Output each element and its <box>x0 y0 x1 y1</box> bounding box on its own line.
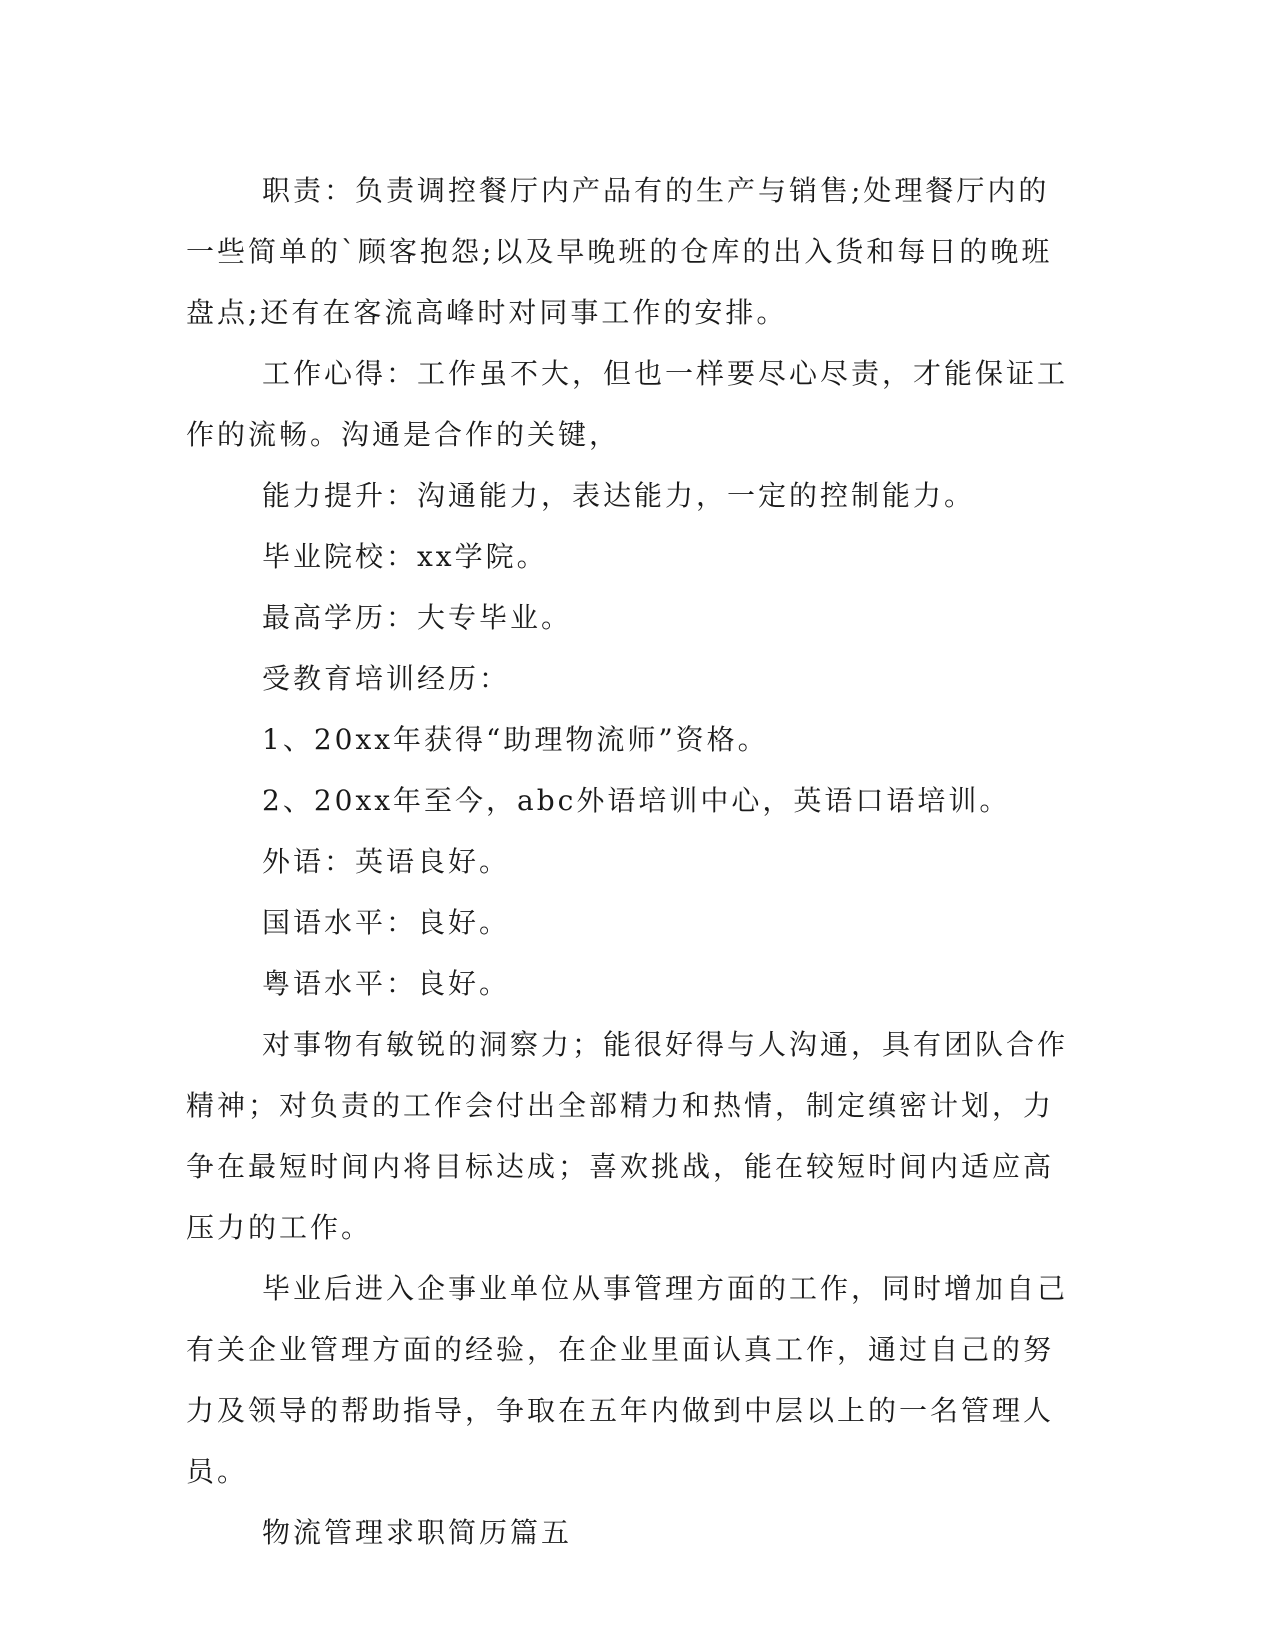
paragraph-education: 最高学历：大专毕业。 <box>262 601 573 634</box>
paragraph-duties: 职责：负责调控餐厅内产品有的生产与销售;处理餐厅内的一些简单的`顾客抱怨;以及早晚班的仓库的出入货和每日的晚班盘点;还有在客流高峰时对同事工作的安排。 <box>186 174 1053 329</box>
document-body <box>186 160 1071 1563</box>
paragraph-training-item-1: 1、20xx年获得“助理物流师”资格。 <box>262 723 769 756</box>
paragraph-mandarin: 国语水平：良好。 <box>262 906 511 939</box>
paragraph-training-item-2: 2、20xx年至今，abc外语培训中心，英语口语培训。 <box>262 784 1011 817</box>
paragraph-self-evaluation: 对事物有敏锐的洞察力；能很好得与人沟通，具有团队合作精神；对负责的工作会付出全部精力和热情，制定缜密计划，力争在最短时间内将目标达成；喜欢挑战，能在较短时间内适应高压力的工作。 <box>186 1028 1069 1244</box>
paragraph-career-goal: 毕业后进入企事业单位从事管理方面的工作，同时增加自己有关企业管理方面的经验，在企业里面认真工作，通过自己的努力及领导的帮助指导，争取在五年内做到中层以上的一名管理人员。 <box>186 1272 1069 1488</box>
paragraph-training-heading: 受教育培训经历： <box>262 662 511 695</box>
paragraph-school: 毕业院校：xx学院。 <box>262 540 548 573</box>
paragraph-cantonese: 粤语水平：良好。 <box>262 967 511 1000</box>
paragraph-work-experience: 工作心得：工作虽不大，但也一样要尽心尽责，才能保证工作的流畅。沟通是合作的关键， <box>186 357 1069 451</box>
section-title: 物流管理求职简历篇五 <box>262 1516 573 1549</box>
paragraph-foreign-language: 外语：英语良好。 <box>262 845 511 878</box>
paragraph-ability: 能力提升：沟通能力，表达能力，一定的控制能力。 <box>262 479 976 512</box>
